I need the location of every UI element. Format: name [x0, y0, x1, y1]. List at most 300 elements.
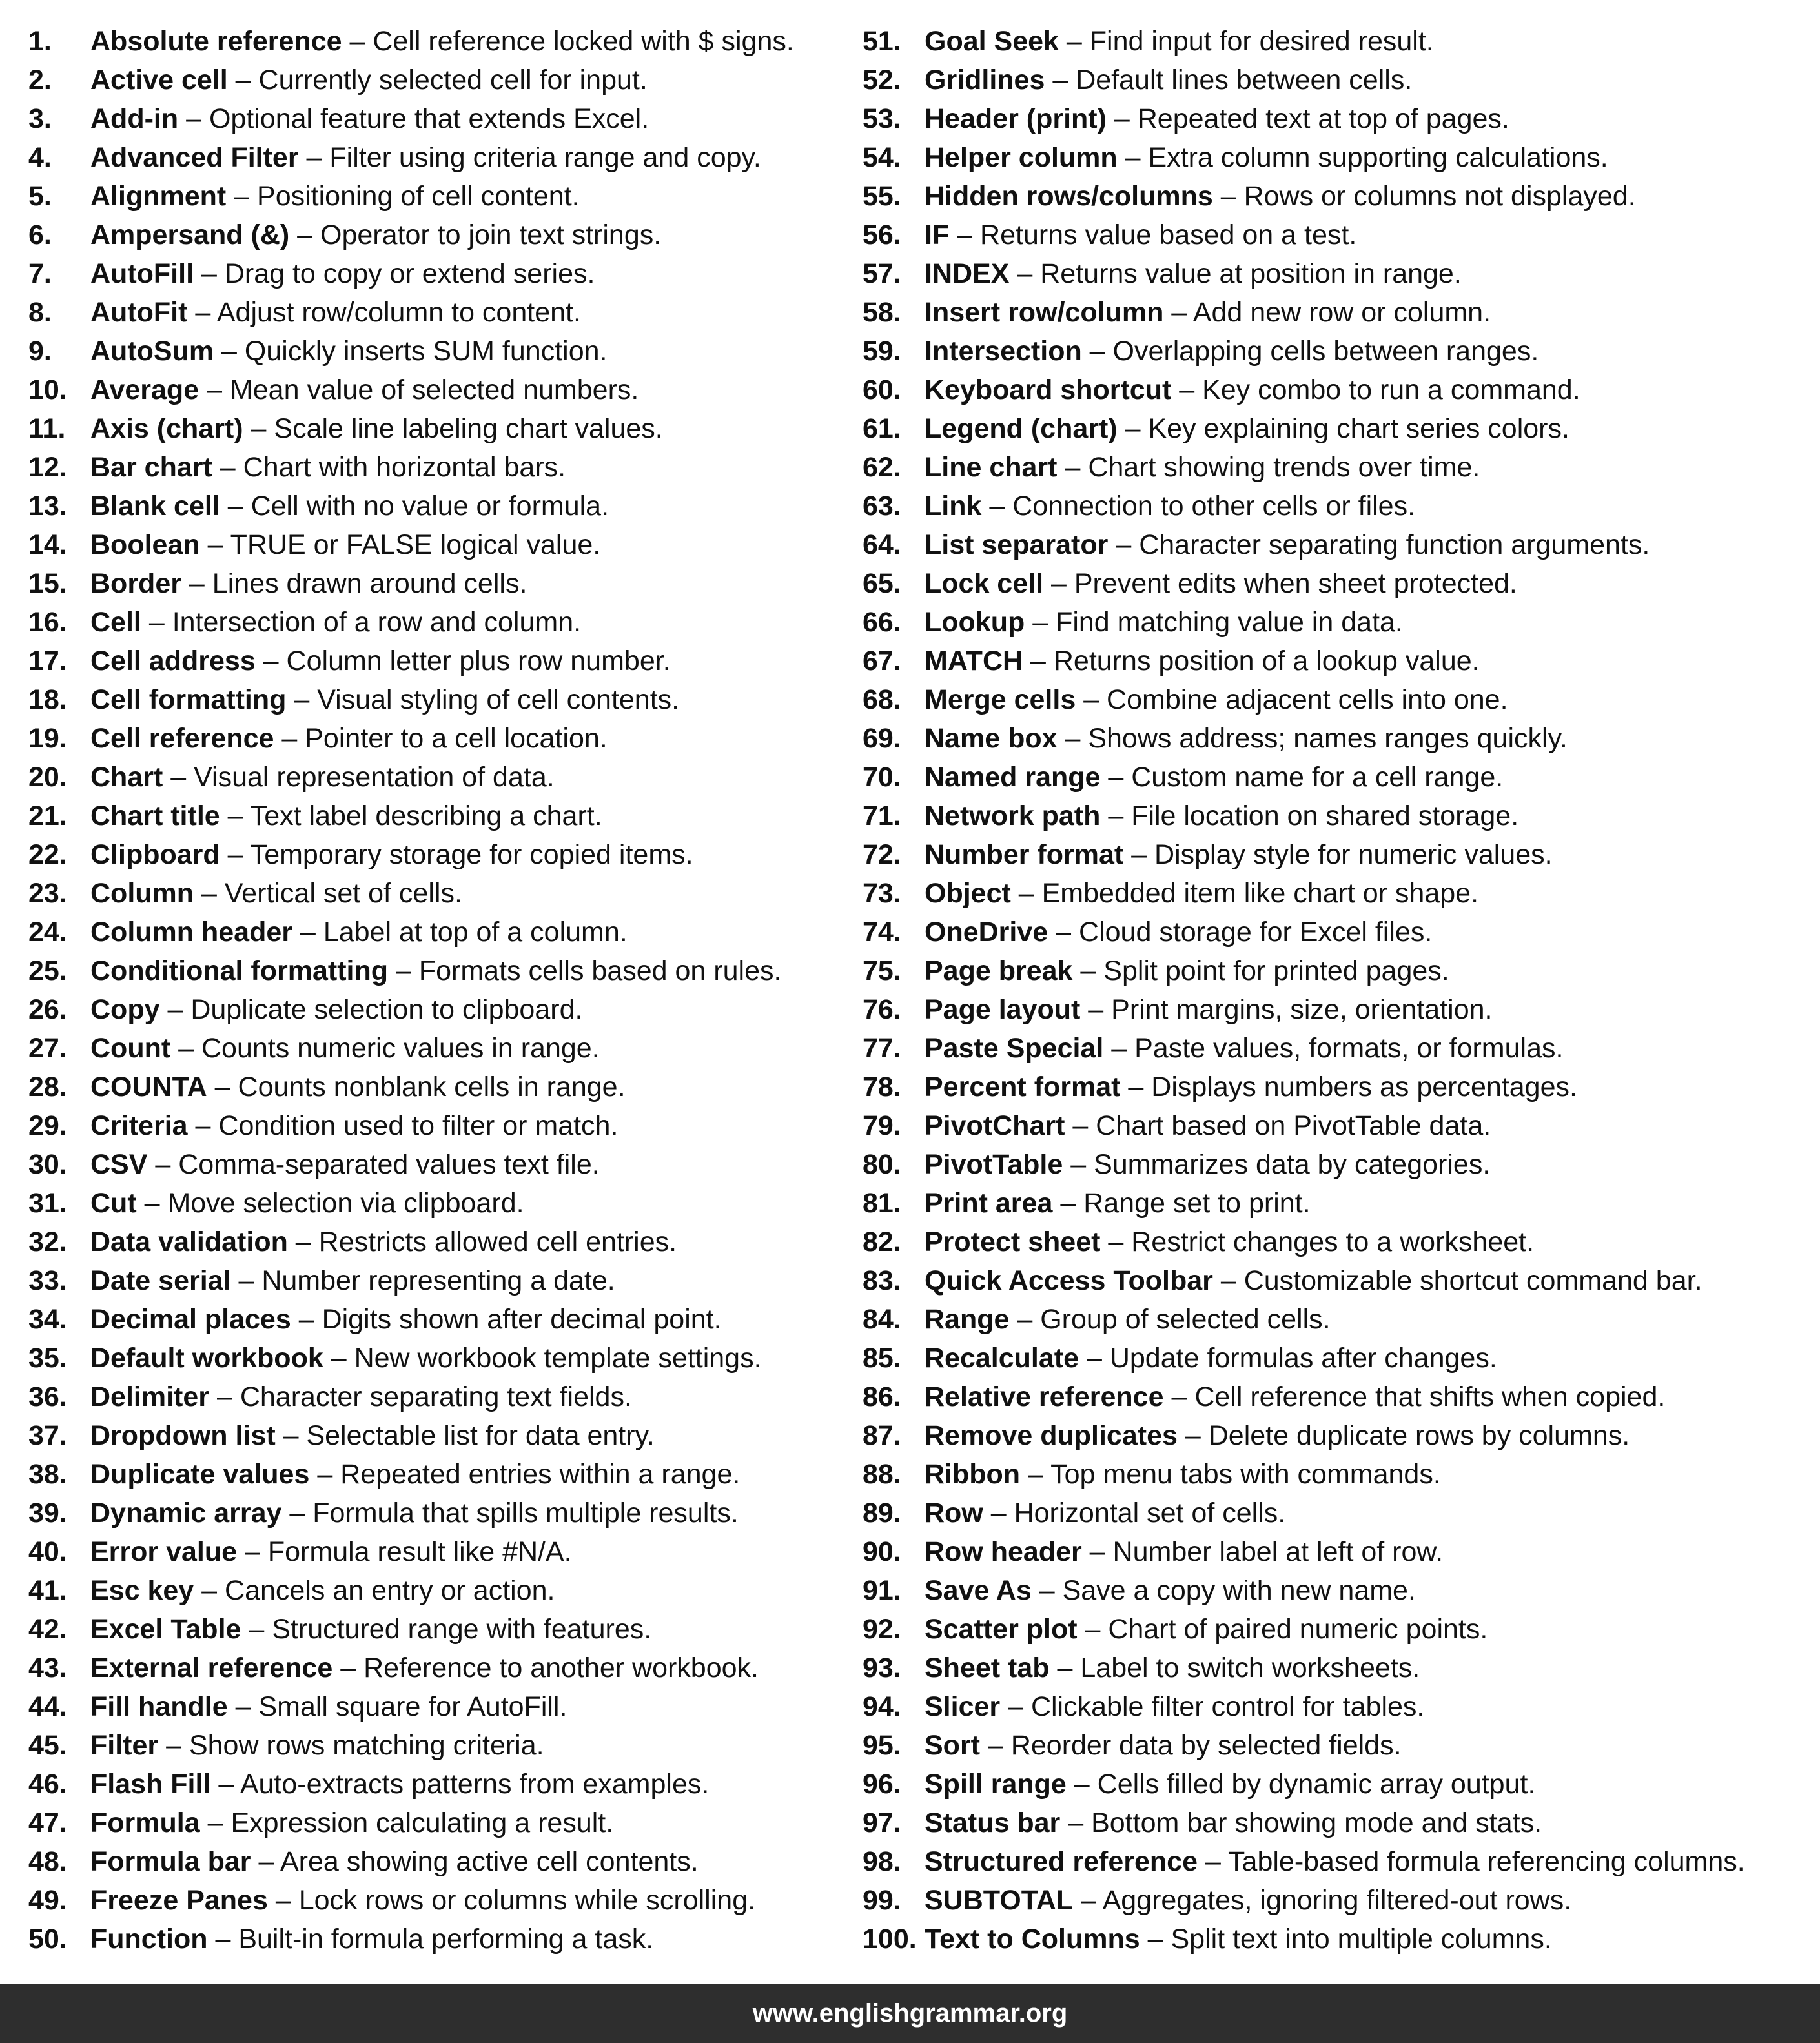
entry-definition: Horizontal set of cells.: [1014, 1498, 1286, 1529]
entry-separator: –: [332, 1652, 364, 1683]
entry-separator: –: [1117, 142, 1149, 173]
glossary-entry: [863, 1920, 1812, 1958]
entry-definition: Operator to join text strings.: [320, 219, 662, 250]
glossary-entry: [28, 1610, 842, 1649]
entry-term: Quick Access Toolbar: [925, 1265, 1213, 1296]
entry-definition: Cell with no value or formula.: [251, 491, 609, 522]
glossary-entry: [28, 990, 842, 1029]
glossary-entry: [863, 603, 1812, 642]
entry-separator: –: [1058, 26, 1090, 57]
entry-definition: Drag to copy or extend series.: [224, 258, 595, 289]
entry-definition: Visual representation of data.: [194, 762, 555, 793]
glossary-entry: [28, 1377, 842, 1416]
entry-number: 24.: [28, 917, 67, 948]
entry-definition: Cells filled by dynamic array output.: [1097, 1769, 1536, 1800]
entry-separator: –: [292, 917, 323, 948]
entry-separator: –: [298, 142, 330, 173]
entry-definition: Visual styling of cell contents.: [317, 684, 680, 715]
entry-term: AutoFit: [90, 297, 188, 328]
entry-number: 46.: [28, 1769, 67, 1800]
entry-definition: Cell reference locked with $ signs.: [373, 26, 794, 57]
entry-definition: Extra column supporting calculations.: [1148, 142, 1608, 173]
entry-term: Page break: [925, 955, 1073, 986]
entry-term: Criteria: [90, 1110, 188, 1141]
entry-term: PivotTable: [925, 1149, 1063, 1180]
glossary-entry: [863, 835, 1812, 874]
entry-number: 20.: [28, 762, 67, 793]
glossary-entry: [863, 22, 1812, 61]
glossary-entry: [28, 216, 842, 254]
entry-definition: Filter using criteria range and copy.: [329, 142, 761, 173]
entry-separator: –: [227, 1691, 259, 1722]
glossary-entry: [28, 1532, 842, 1571]
glossary-entry: [863, 254, 1812, 293]
entry-number: 63.: [863, 491, 901, 522]
entry-number: 31.: [28, 1188, 67, 1219]
glossary-entry: [863, 1455, 1812, 1494]
entry-separator: –: [1198, 1846, 1229, 1877]
entry-definition: Character separating function arguments.: [1139, 529, 1650, 560]
entry-separator: –: [1076, 684, 1107, 715]
entry-definition: New workbook template settings.: [354, 1343, 762, 1374]
entry-separator: –: [147, 1149, 179, 1180]
entry-number: 95.: [863, 1730, 901, 1761]
entry-separator: –: [199, 529, 230, 560]
entry-definition: Positioning of cell content.: [257, 181, 580, 212]
entry-number: 19.: [28, 723, 67, 754]
glossary-entry: [28, 1145, 842, 1184]
entry-definition: Structured range with features.: [272, 1614, 652, 1645]
entry-separator: –: [1073, 1885, 1103, 1916]
entry-definition: TRUE or FALSE logical value.: [230, 529, 601, 560]
entry-number: 76.: [863, 994, 901, 1025]
entry-definition: Reorder data by selected fields.: [1010, 1730, 1402, 1761]
entry-number: 100.: [863, 1924, 917, 1955]
entry-term: Spill range: [925, 1769, 1067, 1800]
entry-number: 14.: [28, 529, 67, 560]
entry-definition: Small square for AutoFill.: [258, 1691, 567, 1722]
entry-term: AutoSum: [90, 336, 214, 367]
glossary-entry: [28, 1068, 842, 1106]
entry-separator: –: [309, 1459, 341, 1490]
entry-term: Gridlines: [925, 65, 1045, 96]
entry-definition: Chart of paired numeric points.: [1108, 1614, 1488, 1645]
entry-definition: Save a copy with new name.: [1062, 1575, 1416, 1606]
entry-separator: –: [199, 1807, 231, 1838]
entry-definition: Find input for desired result.: [1089, 26, 1434, 57]
entry-definition: Clickable filter control for tables.: [1030, 1691, 1425, 1722]
entry-definition: Label to switch worksheets.: [1080, 1652, 1420, 1683]
entry-definition: Currently selected cell for input.: [258, 65, 648, 96]
entry-separator: –: [342, 26, 373, 57]
entry-definition: Rows or columns not displayed.: [1243, 181, 1636, 212]
entry-term: Column header: [90, 917, 292, 948]
glossary-entry: [863, 1494, 1812, 1532]
entry-term: Percent format: [925, 1072, 1121, 1103]
entry-number: 67.: [863, 645, 901, 676]
entry-definition: Mean value of selected numbers.: [229, 374, 639, 405]
entry-number: 83.: [863, 1265, 901, 1296]
glossary-entry: [28, 835, 842, 874]
entry-definition: Split text into multiple columns.: [1171, 1924, 1552, 1955]
entry-number: 70.: [863, 762, 901, 793]
entry-number: 23.: [28, 878, 67, 909]
entry-term: Advanced Filter: [90, 142, 299, 173]
entry-term: Excel Table: [90, 1614, 241, 1645]
entry-definition: Key explaining chart series colors.: [1148, 413, 1569, 444]
entry-term: PivotChart: [925, 1110, 1065, 1141]
glossary-entry: [863, 487, 1812, 525]
entry-separator: –: [1081, 1536, 1113, 1567]
glossary-entry: [863, 680, 1812, 719]
entry-number: 90.: [863, 1536, 901, 1567]
entry-separator: –: [1049, 1652, 1081, 1683]
entry-number: 51.: [863, 26, 901, 57]
entry-definition: Text label describing a chart.: [250, 800, 602, 831]
entry-number: 73.: [863, 878, 901, 909]
entry-number: 25.: [28, 955, 67, 986]
glossary-entry: [863, 1687, 1812, 1726]
entry-number: 11.: [28, 413, 66, 444]
glossary-entry: [863, 177, 1812, 216]
entry-definition: Lines drawn around cells.: [212, 568, 527, 599]
entry-separator: –: [1023, 645, 1054, 676]
entry-separator: –: [287, 1226, 319, 1257]
entry-term: Relative reference: [925, 1381, 1164, 1412]
glossary-entry: [28, 254, 842, 293]
glossary-entry: [28, 603, 842, 642]
entry-separator: –: [388, 955, 419, 986]
entry-separator: –: [141, 607, 172, 638]
glossary-entry: [863, 1223, 1812, 1261]
glossary-entry: [28, 1687, 842, 1726]
entry-separator: –: [207, 1072, 238, 1103]
entry-separator: –: [1063, 1149, 1094, 1180]
entry-separator: –: [1106, 103, 1138, 134]
entry-term: Save As: [925, 1575, 1032, 1606]
entry-separator: –: [1010, 878, 1042, 909]
glossary-entry: [28, 177, 842, 216]
entry-definition: Chart showing trends over time.: [1088, 452, 1480, 483]
entry-separator: –: [237, 1536, 268, 1567]
entry-term: Flash Fill: [90, 1769, 211, 1800]
entry-definition: Move selection via clipboard.: [167, 1188, 524, 1219]
entry-number: 1.: [28, 26, 52, 57]
entry-number: 37.: [28, 1420, 67, 1451]
entry-term: Bar chart: [90, 452, 212, 483]
entry-number: 59.: [863, 336, 901, 367]
entry-term: External reference: [90, 1652, 333, 1683]
entry-term: Count: [90, 1033, 171, 1064]
entry-number: 54.: [863, 142, 901, 173]
entry-separator: –: [1065, 1110, 1096, 1141]
entry-definition: Range set to print.: [1083, 1188, 1311, 1219]
entry-separator: –: [1009, 258, 1041, 289]
entry-separator: –: [1123, 839, 1155, 870]
entry-number: 87.: [863, 1420, 901, 1451]
entry-term: Ribbon: [925, 1459, 1021, 1490]
entry-term: Hidden rows/columns: [925, 181, 1213, 212]
entry-definition: Repeated entries within a range.: [340, 1459, 741, 1490]
glossary-entry: [863, 1765, 1812, 1804]
entry-definition: Cancels an entry or action.: [225, 1575, 555, 1606]
entry-number: 39.: [28, 1498, 67, 1529]
entry-separator: –: [220, 491, 251, 522]
entry-definition: Formats cells based on rules.: [418, 955, 782, 986]
entry-separator: –: [199, 374, 230, 405]
glossary-entry: [863, 951, 1812, 990]
glossary-entry: [863, 1842, 1812, 1881]
entry-term: Chart title: [90, 800, 220, 831]
entry-number: 18.: [28, 684, 67, 715]
entry-number: 79.: [863, 1110, 901, 1141]
entry-separator: –: [187, 297, 217, 328]
entry-definition: Character separating text fields.: [240, 1381, 632, 1412]
entry-term: Paste Special: [925, 1033, 1104, 1064]
entry-definition: Digits shown after decimal point.: [322, 1304, 722, 1335]
glossary-entry: [28, 293, 842, 332]
glossary-entry: [28, 797, 842, 835]
entry-separator: –: [949, 219, 981, 250]
glossary-entry: [28, 138, 842, 177]
entry-number: 55.: [863, 181, 901, 212]
entry-separator: –: [243, 413, 274, 444]
entry-term: Column: [90, 878, 194, 909]
entry-term: Recalculate: [925, 1343, 1079, 1374]
entry-definition: Prevent edits when sheet protected.: [1074, 568, 1517, 599]
glossary-entry: [28, 1804, 842, 1842]
entry-number: 53.: [863, 103, 901, 134]
glossary-entry: [28, 913, 842, 951]
entry-definition: Find matching value in data.: [1056, 607, 1403, 638]
glossary-entry: [863, 564, 1812, 603]
entry-number: 86.: [863, 1381, 901, 1412]
entry-term: Boolean: [90, 529, 200, 560]
entry-separator: –: [207, 1924, 239, 1955]
entry-number: 69.: [863, 723, 901, 754]
glossary-entry: [863, 1610, 1812, 1649]
entry-number: 26.: [28, 994, 67, 1025]
entry-separator: –: [267, 1885, 299, 1916]
entry-separator: –: [209, 1381, 240, 1412]
entry-number: 13.: [28, 491, 67, 522]
entry-definition: Print margins, size, orientation.: [1111, 994, 1493, 1025]
entry-number: 47.: [28, 1807, 67, 1838]
entry-number: 34.: [28, 1304, 67, 1335]
entry-definition: Custom name for a cell range.: [1131, 762, 1504, 793]
entry-term: Cut: [90, 1188, 137, 1219]
entry-term: Number format: [925, 839, 1124, 870]
entry-term: Clipboard: [90, 839, 220, 870]
glossary-entry: [28, 448, 842, 487]
footer-url[interactable]: www.englishgrammar.org: [752, 1999, 1068, 2028]
entry-number: 8.: [28, 297, 52, 328]
entry-separator: –: [181, 568, 212, 599]
entry-separator: –: [1048, 917, 1079, 948]
entry-term: Add-in: [90, 103, 179, 134]
entry-definition: File location on shared storage.: [1131, 800, 1519, 831]
glossary-entry: [863, 719, 1812, 758]
entry-number: 42.: [28, 1614, 67, 1645]
entry-term: Active cell: [90, 65, 228, 96]
entry-separator: –: [220, 839, 251, 870]
glossary-entry: [863, 1532, 1812, 1571]
entry-number: 77.: [863, 1033, 901, 1064]
entry-separator: –: [1031, 1575, 1063, 1606]
entry-number: 4.: [28, 142, 52, 173]
entry-term: Function: [90, 1924, 208, 1955]
entry-separator: –: [1077, 1614, 1109, 1645]
entry-number: 35.: [28, 1343, 67, 1374]
entry-number: 99.: [863, 1885, 901, 1916]
entry-number: 36.: [28, 1381, 67, 1412]
glossary-entry: [28, 371, 842, 409]
glossary-entry: [863, 1377, 1812, 1416]
entry-term: Merge cells: [925, 684, 1076, 715]
entry-number: 80.: [863, 1149, 901, 1180]
entry-definition: Number label at left of row.: [1112, 1536, 1444, 1567]
entry-separator: –: [1043, 568, 1074, 599]
entry-term: Formula bar: [90, 1846, 251, 1877]
entry-separator: –: [291, 1304, 322, 1335]
glossary-entry: [28, 1455, 842, 1494]
entry-separator: –: [255, 645, 287, 676]
entry-number: 98.: [863, 1846, 901, 1877]
entry-term: Object: [925, 878, 1011, 909]
entry-term: List separator: [925, 529, 1109, 560]
entry-number: 3.: [28, 103, 52, 134]
entry-separator: –: [187, 1110, 219, 1141]
entry-separator: –: [170, 1033, 201, 1064]
entry-definition: Selectable list for data entry.: [306, 1420, 655, 1451]
entry-term: Row header: [925, 1536, 1082, 1567]
entry-definition: Returns value at position in range.: [1040, 258, 1462, 289]
glossary-entry: [863, 1145, 1812, 1184]
entry-separator: –: [275, 1420, 307, 1451]
entry-number: 65.: [863, 568, 901, 599]
entry-number: 12.: [28, 452, 67, 483]
glossary-entry: [863, 1029, 1812, 1068]
entry-separator: –: [1079, 1343, 1110, 1374]
entry-number: 2.: [28, 65, 52, 96]
entry-definition: Counts numeric values in range.: [201, 1033, 600, 1064]
entry-separator: –: [214, 336, 245, 367]
entry-definition: Restrict changes to a worksheet.: [1131, 1226, 1535, 1257]
glossary-entry: [863, 874, 1812, 913]
entry-separator: –: [1212, 1265, 1244, 1296]
entry-separator: –: [1025, 607, 1056, 638]
entry-term: AutoFill: [90, 258, 194, 289]
glossary-entry: [28, 564, 842, 603]
entry-term: Range: [925, 1304, 1010, 1335]
entry-definition: Display style for numeric values.: [1154, 839, 1553, 870]
entry-definition: Lock rows or columns while scrolling.: [298, 1885, 756, 1916]
glossary-left-column: [28, 22, 842, 1958]
entry-definition: Group of selected cells.: [1040, 1304, 1331, 1335]
entry-number: 62.: [863, 452, 901, 483]
entry-separator: –: [220, 800, 251, 831]
glossary-entry: [28, 61, 842, 99]
entry-number: 60.: [863, 374, 901, 405]
entry-number: 57.: [863, 258, 901, 289]
entry-term: Line chart: [925, 452, 1058, 483]
entry-number: 93.: [863, 1652, 901, 1683]
glossary-entry: [28, 1881, 842, 1920]
entry-term: MATCH: [925, 645, 1023, 676]
entry-definition: Restricts allowed cell entries.: [318, 1226, 677, 1257]
entry-number: 22.: [28, 839, 67, 870]
entry-definition: Reference to another workbook.: [363, 1652, 759, 1683]
glossary-entry: [863, 1339, 1812, 1377]
entry-term: Lookup: [925, 607, 1025, 638]
entry-number: 33.: [28, 1265, 67, 1296]
entry-number: 71.: [863, 800, 901, 831]
entry-number: 16.: [28, 607, 67, 638]
entry-separator: –: [230, 1265, 262, 1296]
entry-separator: –: [1057, 723, 1089, 754]
entry-definition: Formula result like #N/A.: [267, 1536, 572, 1567]
entry-number: 6.: [28, 219, 52, 250]
entry-term: Error value: [90, 1536, 238, 1567]
entry-number: 32.: [28, 1226, 67, 1257]
entry-term: Date serial: [90, 1265, 231, 1296]
glossary-entry: [28, 680, 842, 719]
glossary-entry: [863, 138, 1812, 177]
entry-separator: –: [1140, 1924, 1171, 1955]
glossary-entry: [28, 642, 842, 680]
entry-definition: Formula that spills multiple results.: [312, 1498, 739, 1529]
entry-separator: –: [159, 994, 191, 1025]
entry-number: 92.: [863, 1614, 901, 1645]
entry-term: Network path: [925, 800, 1101, 831]
entry-number: 40.: [28, 1536, 67, 1567]
entry-definition: Connection to other cells or files.: [1012, 491, 1416, 522]
entry-number: 84.: [863, 1304, 901, 1335]
entry-separator: –: [274, 723, 305, 754]
entry-separator: –: [1100, 1226, 1132, 1257]
entry-separator: –: [194, 878, 225, 909]
entry-separator: –: [1080, 994, 1112, 1025]
entry-separator: –: [281, 1498, 313, 1529]
glossary-entry: [28, 99, 842, 138]
entry-term: Print area: [925, 1188, 1053, 1219]
entry-definition: Condition used to filter or match.: [218, 1110, 619, 1141]
entry-number: 56.: [863, 219, 901, 250]
entry-number: 88.: [863, 1459, 901, 1490]
entry-separator: –: [163, 762, 194, 793]
footer-bar: [0, 1984, 1820, 2043]
entry-number: 21.: [28, 800, 67, 831]
entry-separator: –: [1009, 1304, 1041, 1335]
entry-definition: Add new row or column.: [1192, 297, 1491, 328]
entry-separator: –: [1100, 800, 1132, 831]
entry-number: 5.: [28, 181, 52, 212]
glossary-entry: [863, 1184, 1812, 1223]
glossary-entry: [863, 1261, 1812, 1300]
entry-number: 89.: [863, 1498, 901, 1529]
entry-number: 68.: [863, 684, 901, 715]
entry-term: Blank cell: [90, 491, 220, 522]
glossary-entry: [863, 990, 1812, 1029]
entry-separator: –: [981, 491, 1013, 522]
entry-term: Duplicate values: [90, 1459, 310, 1490]
entry-term: IF: [925, 219, 950, 250]
glossary-entry: [28, 1261, 842, 1300]
entry-definition: Returns value based on a test.: [980, 219, 1357, 250]
glossary-entry: [28, 1339, 842, 1377]
entry-definition: Key combo to run a command.: [1202, 374, 1580, 405]
entry-term: Alignment: [90, 181, 227, 212]
